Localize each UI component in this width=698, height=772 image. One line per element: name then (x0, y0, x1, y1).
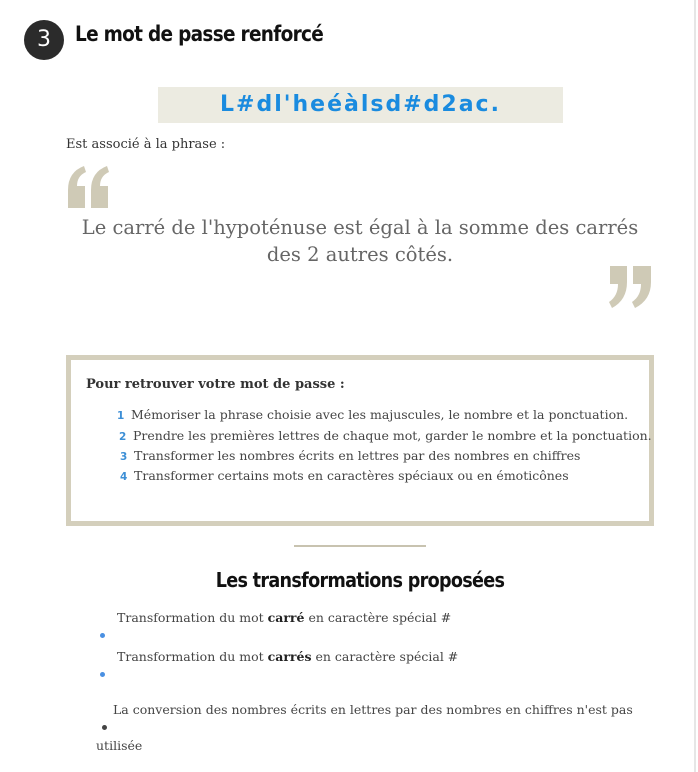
transformation-prefix: Transformation du mot (117, 610, 268, 625)
step-number-badge: 3 (24, 20, 64, 60)
instruction-step (120, 468, 569, 483)
instructions-title: Pour retrouver votre mot de passe : (86, 377, 345, 392)
bullet-icon (100, 672, 105, 677)
association-label: Est associé à la phrase : (66, 137, 226, 152)
step-number: 2 (119, 431, 127, 443)
transformation-word: carré (267, 610, 305, 625)
instruction-step (117, 407, 628, 422)
transformation-note-line2: utilisée (96, 738, 143, 753)
section-divider (294, 545, 426, 547)
instruction-step (120, 448, 580, 463)
page-right-border (694, 0, 696, 772)
step-text: Mémoriser la phrase choisie avec les majuscules, le nombre et la ponctuation. (131, 407, 629, 422)
step-number: 3 (120, 451, 128, 463)
transformation-word: carrés (267, 649, 312, 664)
step-text: Prendre les premières lettres de chaque mot, garder le nombre et la ponctuation. (133, 428, 652, 443)
bullet-icon (100, 633, 105, 638)
step-text: Transformer les nombres écrits en lettres par des nombres en chiffres (134, 448, 581, 463)
transformation-suffix: en caractère spécial # (311, 649, 459, 664)
step-number: 1 (117, 410, 125, 422)
quote-text: Le carré de l'hypoténuse est égal à la somme des carrés des 2 autres côtés. (81, 216, 639, 266)
instruction-step (119, 428, 652, 443)
step-number: 4 (120, 471, 128, 483)
password-display: L#dl'heéàlsd#d2ac. (158, 87, 563, 123)
open-quote-icon (66, 164, 112, 208)
transformation-item (117, 610, 451, 625)
transformations-title: Les transformations proposées (215, 568, 505, 592)
close-quote-icon (608, 266, 654, 310)
instructions-box (66, 355, 654, 526)
step-text: Transformer certains mots en caractères spéciaux ou en émoticônes (134, 468, 569, 483)
transformation-item (117, 649, 458, 664)
transformation-prefix: Transformation du mot (117, 649, 268, 664)
transformation-suffix: en caractère spécial # (304, 610, 452, 625)
transformation-note-line1: La conversion des nombres écrits en lettres par des nombres en chiffres n'est pas (113, 702, 633, 717)
section-title: Le mot de passe renforcé (75, 22, 324, 46)
bullet-icon (102, 725, 107, 730)
